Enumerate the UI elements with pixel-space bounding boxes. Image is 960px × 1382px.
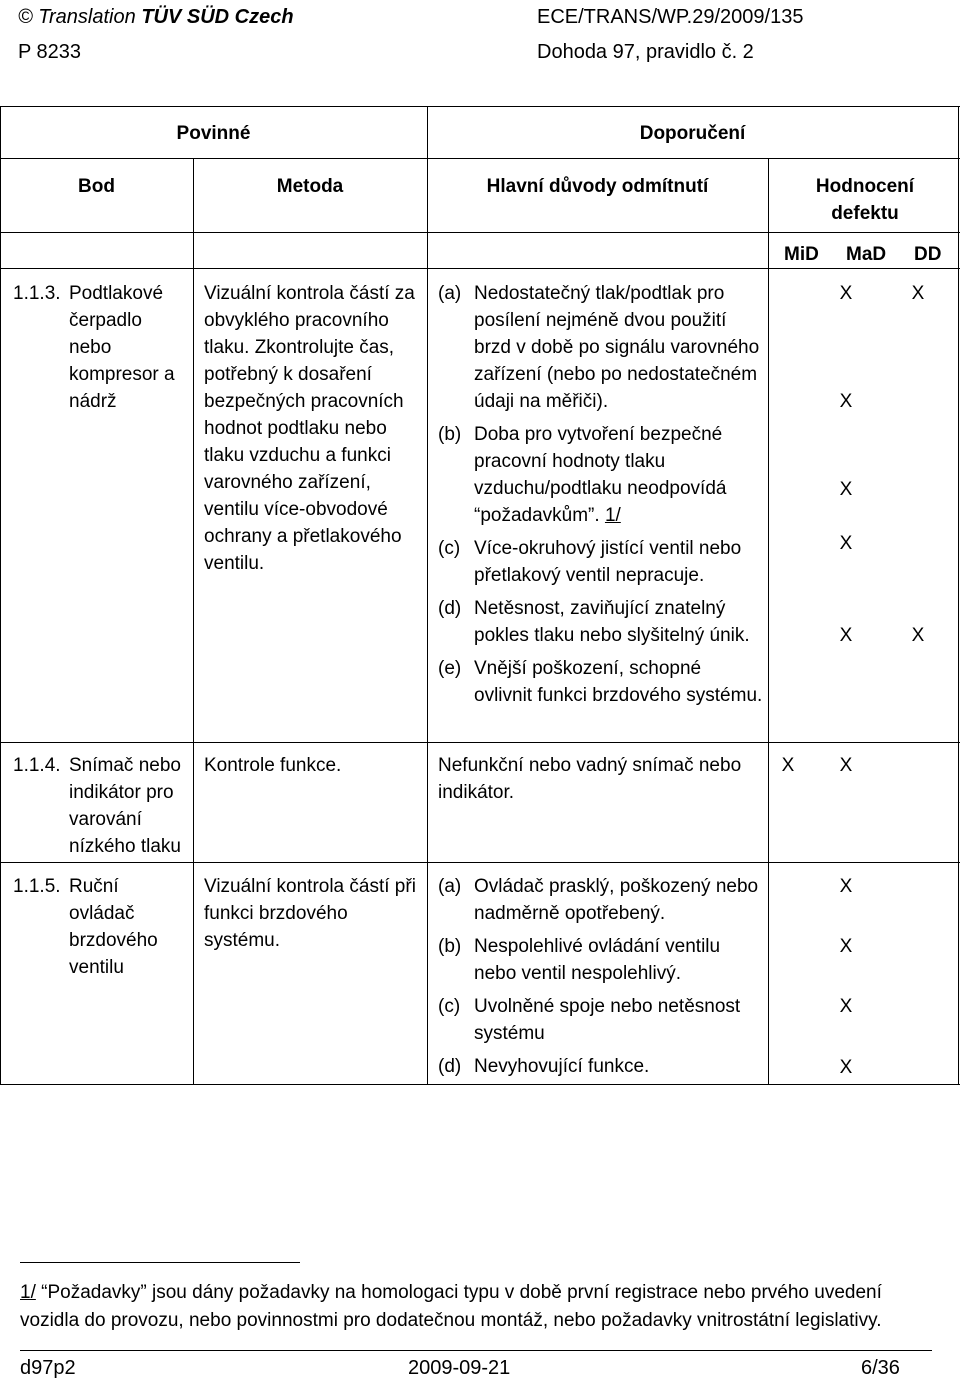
- company-name: TÜV SÜD Czech: [141, 6, 294, 28]
- reason-item: (d) Nevyhovující funkce.: [438, 1056, 650, 1077]
- copyright-line: [18, 5, 294, 29]
- row-number: 1.1.5.: [13, 876, 61, 897]
- row-method: Vizuální kontrola částí při funkci brzdového systému.: [204, 876, 416, 951]
- reason-item: (b) Nespolehlivé ovládání ventilu nebo ventil nespolehlivý.: [438, 936, 721, 984]
- mark-mad: X: [839, 755, 853, 776]
- mark-mad: X: [839, 283, 853, 304]
- row-reasons: Nefunkční nebo vadný snímač nebo indikátor.: [438, 755, 742, 803]
- header-method: Metoda: [276, 176, 344, 197]
- agreement: Dohoda 97, pravidlo č. 2: [537, 41, 754, 63]
- reason-item: (c) Uvolněné spoje nebo netěsnost systému: [438, 996, 741, 1044]
- doc-ref: ECE/TRANS/WP.29/2009/135: [537, 6, 804, 28]
- row-item: Podtlakové čerpadlo nebo kompresor a nádrž: [69, 283, 175, 412]
- mark-mad: X: [839, 996, 853, 1017]
- reason-item: (d) Netěsnost, zaviňující znatelný pokles tlaku nebo slyšitelný únik.: [438, 598, 750, 646]
- mark-mad: X: [839, 876, 853, 897]
- row-reasons: [438, 280, 764, 715]
- mark-mid: X: [781, 755, 795, 776]
- reason-item: (a) Ovládač prasklý, poškozený nebo nadměrně opotřebený.: [438, 876, 759, 924]
- header-rating: Hodnocení defektu: [815, 176, 915, 224]
- header-mad: MaD: [846, 244, 887, 265]
- footnote: [20, 1279, 940, 1335]
- row-number: 1.1.3.: [13, 283, 61, 304]
- footnote-ref[interactable]: 1/: [604, 505, 621, 526]
- mark-mad: X: [839, 1057, 853, 1078]
- mark-mad: X: [839, 391, 853, 412]
- header-item: Bod: [78, 176, 115, 197]
- footer-date: 2009-09-21: [408, 1357, 511, 1379]
- row-method: Vizuální kontrola částí za obvyklého pracovního tlaku. Zkontrolujte čas, potřebný k dosaření bezpečných pracovních hodnot podtlaku nebo tlaku vzduchu a funkci varovného zařízení, ventilu více-obvodové ochrany a přetlakového ventilu.: [204, 283, 415, 574]
- header-mandatory: Povinné: [176, 123, 251, 144]
- reason-item: (b) Doba pro vytvoření bezpečné pracovní hodnoty tlaku vzduchu/podtlaku neodpovídá “požadavkům”. 1/: [438, 424, 727, 526]
- footnote-ref: 1/: [20, 1282, 36, 1303]
- footer-doc-id: d97p2: [20, 1357, 76, 1379]
- row-item: Ruční ovládač brzdového ventilu: [69, 876, 158, 978]
- header-recommended: Doporučení: [639, 123, 746, 144]
- copyright-prefix: © Translation: [18, 6, 142, 28]
- page-number: 6/36: [861, 1357, 900, 1379]
- footnote-divider: [20, 1262, 300, 1263]
- mark-dd: X: [911, 283, 925, 304]
- header-dd: DD: [914, 244, 942, 265]
- footnote-text: “Požadavky” jsou dány požadavky na homologaci typu v době první registrace nebo prvého uvedení vozidla do provozu, nebo povinnostmi pro dodatečnou montáž, nebo požadavky vnitrostátní legislativy.: [20, 1282, 882, 1331]
- reason-item: (e) Vnější poškození, schopné ovlivnit funkci brzdového systému.: [438, 658, 763, 706]
- mark-mad: X: [839, 533, 853, 554]
- page-code: P 8233: [18, 41, 82, 63]
- mark-mad: X: [839, 625, 853, 646]
- header-reasons: Hlavní důvody odmítnutí: [486, 176, 709, 197]
- row-item: Snímač nebo indikátor pro varování nízkého tlaku: [69, 755, 181, 857]
- reason-item: (c) Více-okruhový jistící ventil nebo přetlakový ventil nepracuje.: [438, 538, 742, 586]
- mark-mad: X: [839, 479, 853, 500]
- footer-divider: [20, 1350, 932, 1351]
- row-reasons: [438, 873, 764, 1086]
- row-number: 1.1.4.: [13, 755, 61, 776]
- mark-mad: X: [839, 936, 853, 957]
- header-mid: MiD: [784, 244, 819, 265]
- mark-dd: X: [911, 625, 925, 646]
- row-method: Kontrole funkce.: [204, 755, 342, 776]
- reason-item: (a) Nedostatečný tlak/podtlak pro posílení nejméně dvou použití brzd v době po signálu varovného zařízení (nebo po nedostatečném údaji na měřiči).: [438, 283, 760, 412]
